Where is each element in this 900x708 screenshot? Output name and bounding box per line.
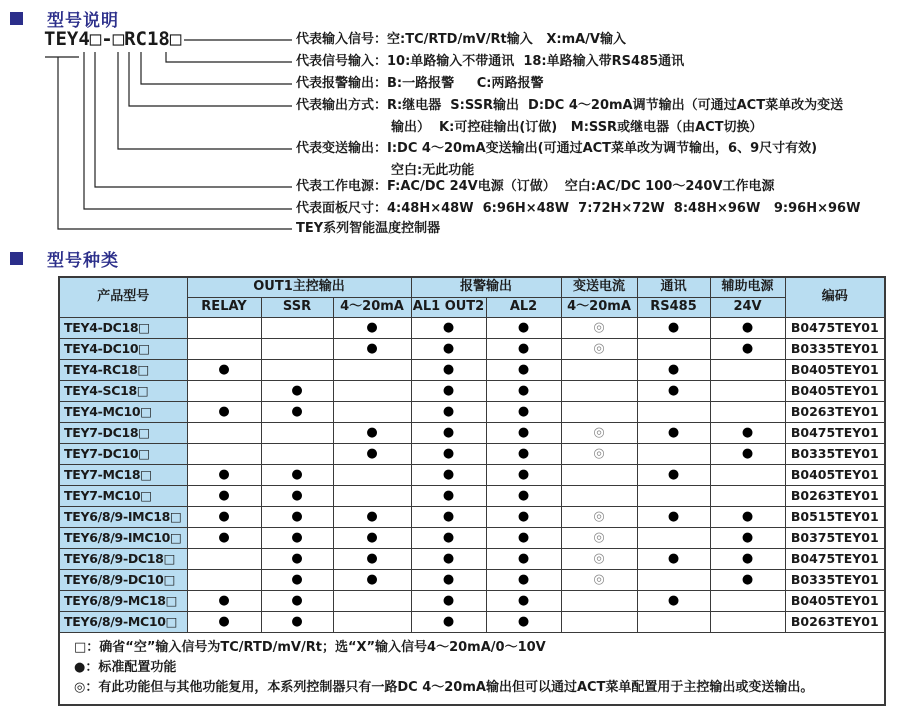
shared-feature-ring: ◎	[561, 317, 637, 338]
empty-cell	[187, 443, 261, 464]
model-label: TEY系列智能温度控制器	[296, 221, 441, 236]
empty-cell	[637, 611, 710, 632]
order-code-cell: B0335TEY01	[785, 443, 885, 464]
standard-feature-dot: ●	[411, 401, 486, 422]
standard-feature-dot: ●	[261, 611, 333, 632]
standard-feature-dot: ●	[486, 548, 561, 569]
empty-cell	[637, 443, 710, 464]
empty-cell	[187, 569, 261, 590]
empty-cell	[261, 422, 333, 443]
standard-feature-dot: ●	[637, 464, 710, 485]
table-row	[59, 485, 885, 506]
empty-cell	[710, 380, 785, 401]
model-label: 空白:无此功能	[391, 163, 475, 178]
empty-cell	[710, 485, 785, 506]
order-code-cell: B0475TEY01	[785, 548, 885, 569]
standard-feature-dot: ●	[637, 380, 710, 401]
standard-feature-dot: ●	[261, 380, 333, 401]
standard-feature-dot: ●	[411, 359, 486, 380]
col-group-alarm: 报警输出	[411, 277, 561, 297]
section-title-model-types	[10, 246, 119, 271]
table-row	[59, 464, 885, 485]
standard-feature-dot: ●	[187, 611, 261, 632]
standard-feature-dot: ●	[486, 338, 561, 359]
standard-feature-dot: ●	[261, 401, 333, 422]
standard-feature-dot: ●	[486, 401, 561, 422]
product-model-cell: TEY6/8/9-IMC18□	[59, 506, 187, 527]
empty-cell	[187, 338, 261, 359]
model-types-table	[58, 276, 886, 706]
shared-feature-ring: ◎	[561, 443, 637, 464]
table-row	[59, 422, 885, 443]
product-model-cell: TEY6/8/9-DC10□	[59, 569, 187, 590]
model-types-table-body	[59, 317, 885, 632]
standard-feature-dot: ●	[261, 548, 333, 569]
standard-feature-dot: ●	[486, 485, 561, 506]
model-code-diagram	[0, 0, 900, 246]
col-header-aux: 辅助电源	[710, 277, 785, 297]
standard-feature-dot: ●	[411, 485, 486, 506]
empty-cell	[561, 611, 637, 632]
table-row	[59, 401, 885, 422]
standard-feature-dot: ●	[411, 569, 486, 590]
section-title-text: 型号种类	[47, 251, 119, 271]
empty-cell	[561, 401, 637, 422]
product-model-cell: TEY4-SC18□	[59, 380, 187, 401]
standard-feature-dot: ●	[187, 464, 261, 485]
empty-cell	[561, 464, 637, 485]
standard-feature-dot: ●	[637, 317, 710, 338]
standard-feature-dot: ●	[261, 569, 333, 590]
shared-feature-ring: ◎	[561, 422, 637, 443]
product-model-cell: TEY6/8/9-MC10□	[59, 611, 187, 632]
product-model-cell: TEY7-MC18□	[59, 464, 187, 485]
standard-feature-dot: ●	[411, 338, 486, 359]
standard-feature-dot: ●	[486, 359, 561, 380]
standard-feature-dot: ●	[187, 590, 261, 611]
table-row	[59, 611, 885, 632]
table-row	[59, 569, 885, 590]
standard-feature-dot: ●	[710, 422, 785, 443]
sub-header-420ma: 4～20mA	[333, 297, 411, 317]
empty-cell	[333, 380, 411, 401]
table-row	[59, 548, 885, 569]
empty-cell	[637, 338, 710, 359]
empty-cell	[333, 611, 411, 632]
standard-feature-dot: ●	[333, 443, 411, 464]
empty-cell	[637, 485, 710, 506]
order-code-cell: B0515TEY01	[785, 506, 885, 527]
empty-cell	[333, 590, 411, 611]
empty-cell	[561, 359, 637, 380]
standard-feature-dot: ●	[411, 506, 486, 527]
shared-feature-ring: ◎	[561, 338, 637, 359]
section-title-text: 型号说明	[47, 11, 119, 31]
table-row	[59, 380, 885, 401]
standard-feature-dot: ●	[261, 506, 333, 527]
standard-feature-dot: ●	[411, 527, 486, 548]
standard-feature-dot: ●	[637, 548, 710, 569]
model-label: 输出） K:可控硅输出(订做) M:SSR或继电器（由ACT切换）	[391, 120, 763, 135]
standard-feature-dot: ●	[187, 359, 261, 380]
standard-feature-dot: ●	[187, 485, 261, 506]
note-line: □：确省“空”输入信号为TC/RTD/mV/Rt；选“X”输入信号4～20mA/0～10V	[74, 639, 546, 655]
standard-feature-dot: ●	[486, 464, 561, 485]
table-row	[59, 506, 885, 527]
model-label: 代表信号输入：10:单路输入不带通讯 18:单路输入带RS485通讯	[296, 54, 685, 69]
empty-cell	[710, 401, 785, 422]
model-label: 代表工作电源：F:AC/DC 24V电源（订做） 空白:AC/DC 100～240V工作电源	[296, 179, 775, 194]
standard-feature-dot: ●	[261, 527, 333, 548]
standard-feature-dot: ●	[710, 338, 785, 359]
order-code-cell: B0263TEY01	[785, 485, 885, 506]
standard-feature-dot: ●	[333, 527, 411, 548]
standard-feature-dot: ●	[261, 485, 333, 506]
sub-header-24v: 24V	[710, 297, 785, 317]
standard-feature-dot: ●	[411, 548, 486, 569]
standard-feature-dot: ●	[411, 380, 486, 401]
model-label: 代表变送输出：I:DC 4～20mA变送输出(可通过ACT菜单改为调节输出，6、9尺寸有效)	[296, 141, 818, 156]
standard-feature-dot: ●	[333, 422, 411, 443]
empty-cell	[333, 401, 411, 422]
empty-cell	[710, 590, 785, 611]
model-label: 代表面板尺寸：4:48H×48W 6:96H×48W 7:72H×72W 8:48H×96W 9:96H×96W	[296, 201, 861, 216]
empty-cell	[710, 611, 785, 632]
standard-feature-dot: ●	[411, 317, 486, 338]
standard-feature-dot: ●	[486, 422, 561, 443]
empty-cell	[187, 422, 261, 443]
product-model-cell: TEY6/8/9-IMC10□	[59, 527, 187, 548]
empty-cell	[710, 359, 785, 380]
table-row	[59, 527, 885, 548]
standard-feature-dot: ●	[333, 317, 411, 338]
product-model-cell: TEY4-MC10□	[59, 401, 187, 422]
standard-feature-dot: ●	[261, 464, 333, 485]
order-code-cell: B0263TEY01	[785, 401, 885, 422]
standard-feature-dot: ●	[710, 527, 785, 548]
sub-header-ssr: SSR	[261, 297, 333, 317]
shared-feature-ring: ◎	[561, 527, 637, 548]
sub-header-rs485: RS485	[637, 297, 710, 317]
standard-feature-dot: ●	[333, 548, 411, 569]
col-header-code: 编码	[785, 277, 885, 317]
table-notes	[74, 638, 874, 698]
col-header-product: 产品型号	[59, 277, 187, 317]
col-header-comm: 通讯	[637, 277, 710, 297]
standard-feature-dot: ●	[637, 590, 710, 611]
table-row	[59, 443, 885, 464]
standard-feature-dot: ●	[710, 506, 785, 527]
standard-feature-dot: ●	[411, 611, 486, 632]
standard-feature-dot: ●	[710, 548, 785, 569]
table-row	[59, 338, 885, 359]
model-label: 代表输入信号：空:TC/RTD/mV/Rt输入 X:mA/V输入	[296, 32, 626, 47]
empty-cell	[637, 527, 710, 548]
standard-feature-dot: ●	[637, 422, 710, 443]
empty-cell	[261, 359, 333, 380]
sub-header-al2: AL2	[486, 297, 561, 317]
empty-cell	[187, 317, 261, 338]
order-code-cell: B0475TEY01	[785, 422, 885, 443]
standard-feature-dot: ●	[486, 443, 561, 464]
shared-feature-ring: ◎	[561, 548, 637, 569]
note-line: ●：标准配置功能	[74, 659, 177, 675]
table-row	[59, 317, 885, 338]
product-model-cell: TEY4-DC18□	[59, 317, 187, 338]
empty-cell	[637, 401, 710, 422]
empty-cell	[710, 464, 785, 485]
empty-cell	[261, 317, 333, 338]
empty-cell	[561, 590, 637, 611]
note-line: ◎：有此功能但与其他功能复用，本系列控制器只有一路DC 4～20mA输出但可以通过ACT菜单配置用于主控输出或变送输出。	[74, 679, 814, 695]
order-code-cell: B0405TEY01	[785, 464, 885, 485]
order-code-cell: B0263TEY01	[785, 611, 885, 632]
empty-cell	[637, 569, 710, 590]
product-model-cell: TEY4-RC18□	[59, 359, 187, 380]
empty-cell	[261, 338, 333, 359]
empty-cell	[333, 464, 411, 485]
standard-feature-dot: ●	[637, 359, 710, 380]
standard-feature-dot: ●	[486, 590, 561, 611]
col-group-out1: OUT1主控输出	[187, 277, 411, 297]
model-types-table-wrap	[58, 276, 884, 706]
order-code-cell: B0405TEY01	[785, 359, 885, 380]
sub-header-transmit-420ma: 4～20mA	[561, 297, 637, 317]
order-code-cell: B0335TEY01	[785, 338, 885, 359]
empty-cell	[261, 443, 333, 464]
model-label: 代表报警输出：B:一路报警 C:两路报警	[296, 76, 544, 91]
standard-feature-dot: ●	[710, 317, 785, 338]
col-header-transmit: 变送电流	[561, 277, 637, 297]
standard-feature-dot: ●	[486, 506, 561, 527]
product-model-cell: TEY6/8/9-DC18□	[59, 548, 187, 569]
standard-feature-dot: ●	[486, 611, 561, 632]
standard-feature-dot: ●	[187, 527, 261, 548]
product-model-cell: TEY7-MC10□	[59, 485, 187, 506]
empty-cell	[187, 380, 261, 401]
model-code-text: TEY4□-□RC18□	[44, 28, 182, 50]
standard-feature-dot: ●	[486, 569, 561, 590]
table-row	[59, 590, 885, 611]
order-code-cell: B0375TEY01	[785, 527, 885, 548]
empty-cell	[333, 359, 411, 380]
standard-feature-dot: ●	[411, 443, 486, 464]
sub-header-relay: RELAY	[187, 297, 261, 317]
standard-feature-dot: ●	[486, 380, 561, 401]
standard-feature-dot: ●	[333, 569, 411, 590]
product-model-cell: TEY6/8/9-MC18□	[59, 590, 187, 611]
standard-feature-dot: ●	[486, 527, 561, 548]
empty-cell	[561, 485, 637, 506]
product-model-cell: TEY7-DC18□	[59, 422, 187, 443]
order-code-cell: B0405TEY01	[785, 590, 885, 611]
standard-feature-dot: ●	[261, 590, 333, 611]
empty-cell	[333, 485, 411, 506]
empty-cell	[187, 548, 261, 569]
standard-feature-dot: ●	[187, 506, 261, 527]
order-code-cell: B0475TEY01	[785, 317, 885, 338]
product-model-cell: TEY7-DC10□	[59, 443, 187, 464]
sub-header-al1-out2: AL1 OUT2	[411, 297, 486, 317]
standard-feature-dot: ●	[333, 338, 411, 359]
standard-feature-dot: ●	[333, 506, 411, 527]
order-code-cell: B0405TEY01	[785, 380, 885, 401]
standard-feature-dot: ●	[710, 443, 785, 464]
standard-feature-dot: ●	[637, 506, 710, 527]
standard-feature-dot: ●	[411, 464, 486, 485]
standard-feature-dot: ●	[486, 317, 561, 338]
square-bullet-icon	[10, 252, 23, 265]
product-model-cell: TEY4-DC10□	[59, 338, 187, 359]
shared-feature-ring: ◎	[561, 506, 637, 527]
order-code-cell: B0335TEY01	[785, 569, 885, 590]
standard-feature-dot: ●	[411, 422, 486, 443]
shared-feature-ring: ◎	[561, 569, 637, 590]
standard-feature-dot: ●	[710, 569, 785, 590]
model-label: 代表输出方式：R:继电器 S:SSR输出 D:DC 4～20mA调节输出（可通过ACT菜单改为变送	[296, 98, 844, 113]
standard-feature-dot: ●	[411, 590, 486, 611]
empty-cell	[561, 380, 637, 401]
standard-feature-dot: ●	[187, 401, 261, 422]
table-row	[59, 359, 885, 380]
